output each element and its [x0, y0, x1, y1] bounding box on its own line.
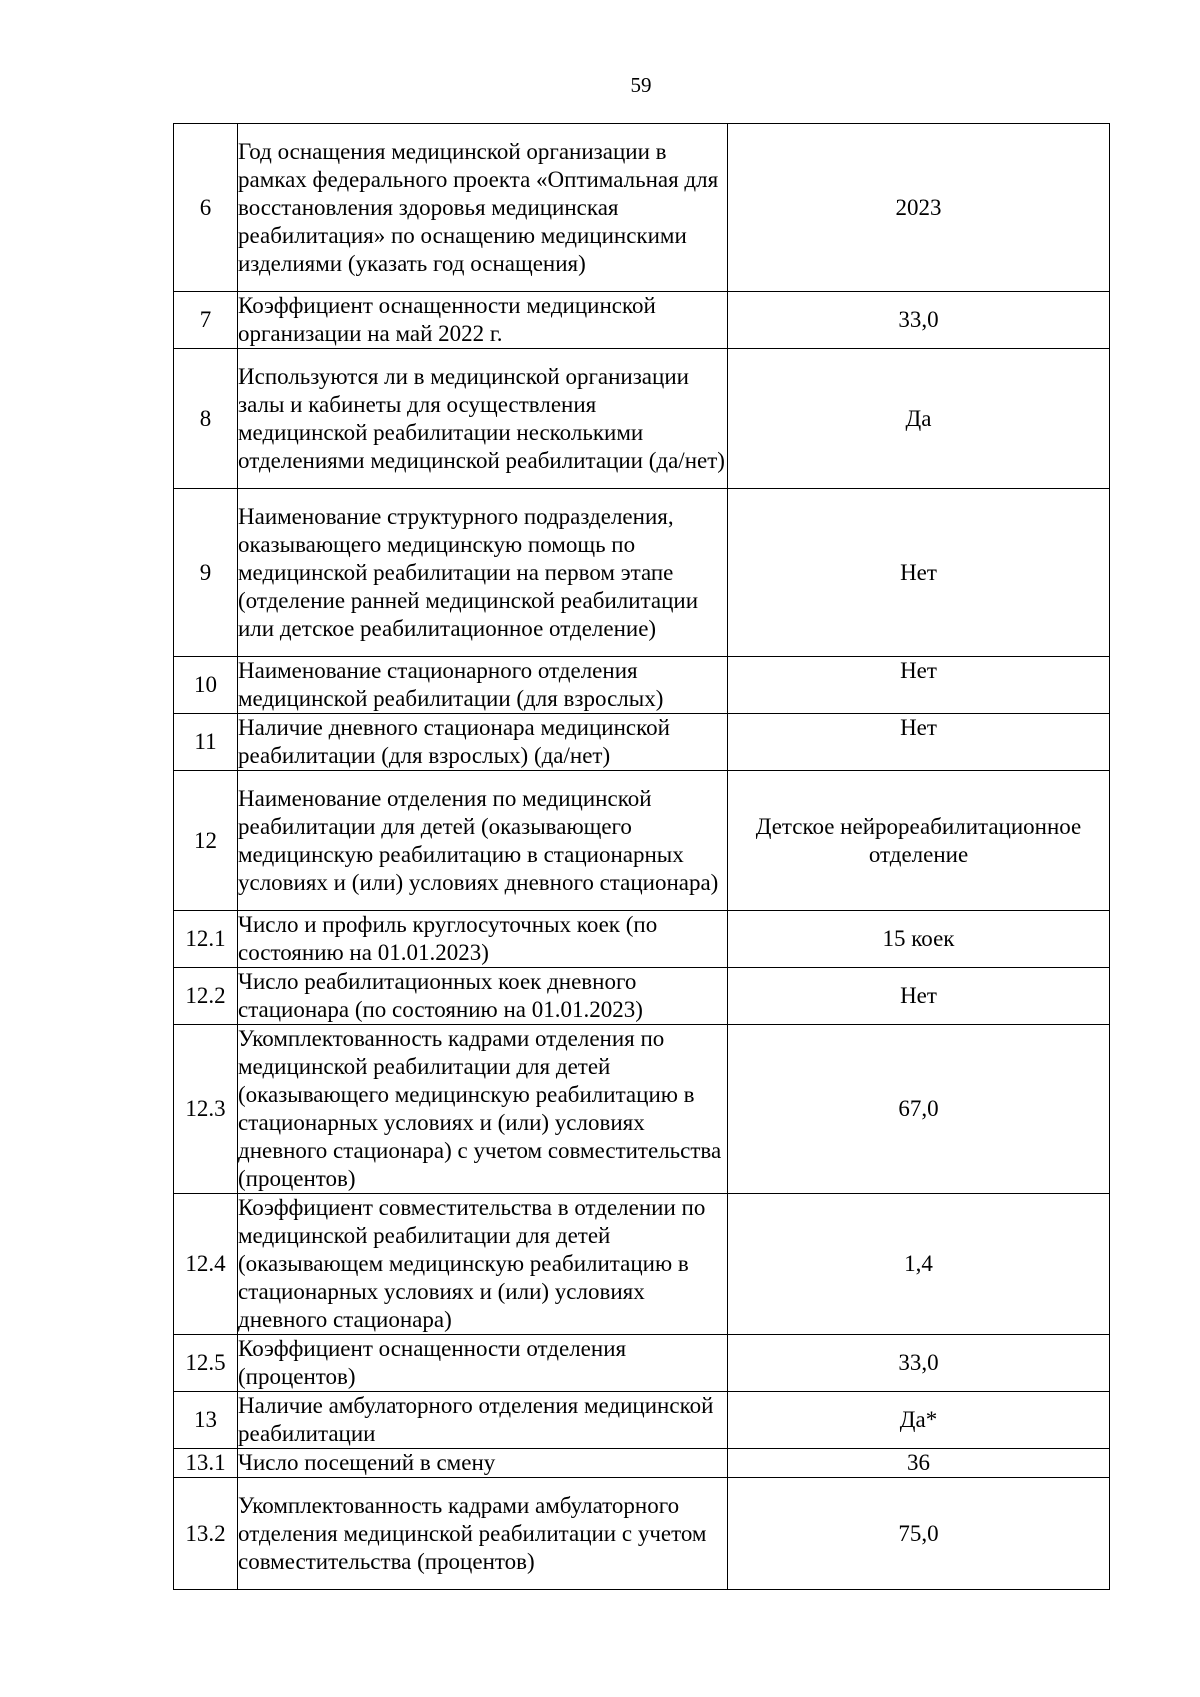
row-value: Нет	[728, 968, 1110, 1025]
row-value: Нет	[728, 657, 1110, 714]
row-description: Коэффициент совместительства в отделении по медицинской реабилитации для детей (оказывающем медицинскую реабилитацию в стационарных условиях и (или) условиях дневного стационара)	[238, 1194, 728, 1335]
row-number: 12.3	[174, 1025, 238, 1194]
row-description: Число и профиль круглосуточных коек (по состоянию на 01.01.2023)	[238, 911, 728, 968]
row-number: 12.5	[174, 1335, 238, 1392]
row-number: 9	[174, 489, 238, 657]
row-number: 12	[174, 771, 238, 911]
row-description: Наличие дневного стационара медицинской реабилитации (для взрослых) (да/нет)	[238, 714, 728, 771]
table-row	[174, 968, 1110, 1025]
row-number: 13.1	[174, 1449, 238, 1478]
row-value: 33,0	[728, 1335, 1110, 1392]
row-value: Нет	[728, 714, 1110, 771]
table-row	[174, 292, 1110, 349]
row-value: 15 коек	[728, 911, 1110, 968]
row-description: Используются ли в медицинской организации залы и кабинеты для осуществления медицинской реабилитации несколькими отделениями медицинской реабилитации (да/нет)	[238, 349, 728, 489]
row-value: Да	[728, 349, 1110, 489]
table-row	[174, 489, 1110, 657]
row-description: Число реабилитационных коек дневного стационара (по состоянию на 01.01.2023)	[238, 968, 728, 1025]
row-value: 2023	[728, 124, 1110, 292]
row-number: 12.2	[174, 968, 238, 1025]
row-value: 75,0	[728, 1478, 1110, 1590]
page-number: 59	[630, 73, 652, 97]
row-description: Коэффициент оснащенности отделения (процентов)	[238, 1335, 728, 1392]
row-description: Год оснащения медицинской организации в рамках федерального проекта «Оптимальная для восстановления здоровья медицинская реабилитация» по оснащению медицинскими изделиями (указать год оснащения)	[238, 124, 728, 292]
row-number: 13.2	[174, 1478, 238, 1590]
table-row	[174, 1335, 1110, 1392]
row-description: Наименование стационарного отделения медицинской реабилитации (для взрослых)	[238, 657, 728, 714]
table-row	[174, 771, 1110, 911]
row-number: 12.1	[174, 911, 238, 968]
row-description: Наименование структурного подразделения, оказывающего медицинскую помощь по медицинской реабилитации на первом этапе (отделение ранней медицинской реабилитации или детское реабилитационное отделение)	[238, 489, 728, 657]
table-row	[174, 1194, 1110, 1335]
row-number: 7	[174, 292, 238, 349]
row-number: 6	[174, 124, 238, 292]
row-value: Детское нейрореабилитационное отделение	[728, 771, 1110, 911]
row-number: 12.4	[174, 1194, 238, 1335]
row-number: 10	[174, 657, 238, 714]
table-row	[174, 714, 1110, 771]
row-description: Наличие амбулаторного отделения медицинской реабилитации	[238, 1392, 728, 1449]
row-description: Укомплектованность кадрами отделения по медицинской реабилитации для детей (оказывающего медицинскую реабилитацию в стационарных условиях и (или) условиях дневного стационара) с учетом совместительства (процентов)	[238, 1025, 728, 1194]
row-value: Нет	[728, 489, 1110, 657]
table-row	[174, 911, 1110, 968]
row-description: Укомплектованность кадрами амбулаторного отделения медицинской реабилитации с учетом совместительства (процентов)	[238, 1478, 728, 1590]
table-row	[174, 1478, 1110, 1590]
table-row	[174, 1449, 1110, 1478]
row-value: Да*	[728, 1392, 1110, 1449]
table-row	[174, 1392, 1110, 1449]
row-number: 11	[174, 714, 238, 771]
table-row	[174, 657, 1110, 714]
row-value: 67,0	[728, 1025, 1110, 1194]
row-value: 36	[728, 1449, 1110, 1478]
row-description: Наименование отделения по медицинской реабилитации для детей (оказывающего медицинскую реабилитацию в стационарных условиях и (или) условиях дневного стационара)	[238, 771, 728, 911]
row-value: 33,0	[728, 292, 1110, 349]
row-number: 13	[174, 1392, 238, 1449]
table-row	[174, 124, 1110, 292]
table-row	[174, 1025, 1110, 1194]
row-number: 8	[174, 349, 238, 489]
row-value: 1,4	[728, 1194, 1110, 1335]
row-description: Коэффициент оснащенности медицинской организации на май 2022 г.	[238, 292, 728, 349]
row-description: Число посещений в смену	[238, 1449, 728, 1478]
data-table	[173, 123, 1110, 1590]
table-row	[174, 349, 1110, 489]
